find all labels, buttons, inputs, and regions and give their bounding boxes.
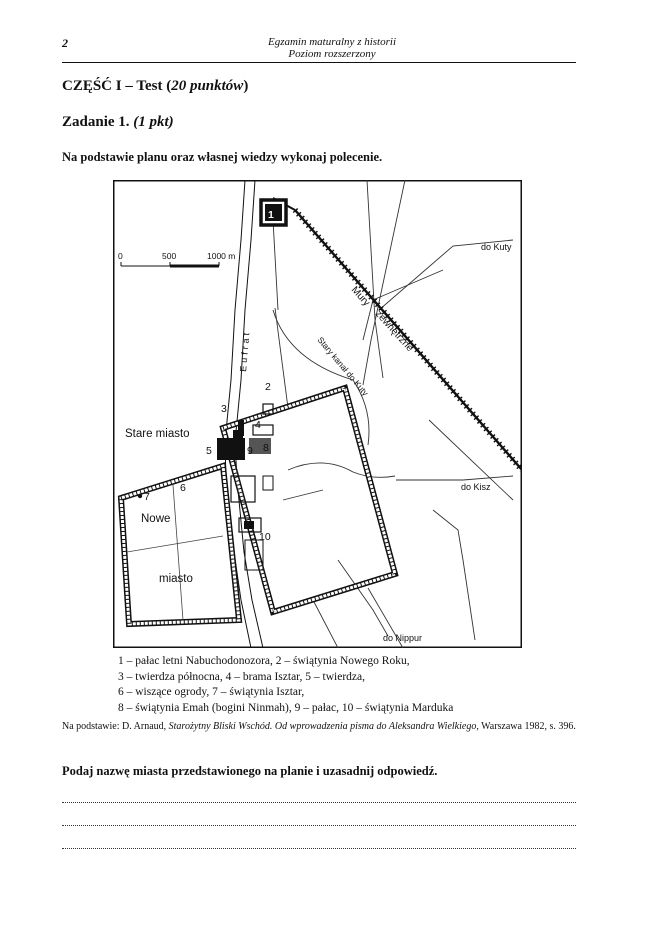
map-number-6: 6 — [180, 482, 186, 494]
outer-walls-label-1: Mury — [348, 284, 372, 309]
old-city-label: Stare miasto — [125, 428, 190, 440]
page-number: 2 — [62, 36, 68, 50]
scale-tick-500: 500 — [162, 251, 177, 261]
source-prefix: Na podstawie: D. Arnaud, — [62, 721, 169, 732]
answer-line-3[interactable] — [62, 848, 576, 849]
river-label: Eufrat — [238, 329, 252, 373]
map-number-5: 5 — [206, 445, 212, 457]
map-number-1: 1 — [268, 209, 274, 221]
map-number-8: 8 — [263, 442, 269, 454]
new-city-label-2: miasto — [159, 573, 193, 585]
answer-line-1[interactable] — [62, 802, 576, 803]
legend-line-1: 1 – pałac letni Nabuchodonozora, 2 – świątynia Nowego Roku, — [118, 655, 410, 667]
task-points: (1 pkt) — [133, 114, 174, 130]
source-title: Starożytny Bliski Wschód. Od wprowadzenia pisma do Aleksandra Wielkiego — [168, 721, 477, 732]
map-number-9: 9 — [247, 445, 253, 457]
part-heading — [62, 78, 248, 95]
task-heading — [62, 114, 174, 131]
task-instruction: Na podstawie planu oraz własnej wiedzy wykonaj polecenie. — [62, 150, 383, 164]
to-nippur-label: do Nippur — [383, 633, 423, 643]
part-heading-close: ) — [243, 78, 249, 94]
new-city-label-1: Nowe — [141, 513, 171, 525]
source-suffix: , Warszawa 1982, s. 396. — [476, 721, 576, 732]
header-divider — [62, 62, 576, 63]
map-number-3: 3 — [221, 403, 227, 415]
city-plan-map — [113, 180, 522, 648]
page-header — [200, 36, 464, 60]
part-heading-text: CZĘŚĆ I – Test ( — [62, 78, 172, 94]
map-number-2: 2 — [265, 381, 271, 393]
source-citation — [62, 720, 576, 733]
outer-walls-label-2: zewnętrzne — [372, 308, 416, 355]
canal-label: Stary kanał do Kuty — [315, 334, 371, 398]
question-text: Podaj nazwę miasta przedstawionego na planie i uzasadnij odpowiedź. — [62, 764, 438, 778]
map-number-4: 4 — [255, 419, 261, 431]
answer-line-2[interactable] — [62, 825, 576, 826]
task-heading-text: Zadanie 1. — [62, 114, 134, 130]
map-number-10: 10 — [259, 531, 271, 543]
legend-line-3: 6 – wiszące ogrody, 7 – świątynia Isztar, — [118, 686, 305, 698]
scale-tick-0: 0 — [118, 251, 123, 261]
legend-line-2: 3 – twierdza północna, 4 – brama Isztar, 5 – twierdza, — [118, 670, 366, 683]
legend-line-4: 8 – świątynia Emah (bogini Ninmah), 9 – pałac, 10 – świątynia Marduka — [118, 701, 454, 714]
exam-level: Poziom rozszerzony — [288, 48, 376, 60]
map-legend — [118, 654, 453, 716]
scale-tick-1000: 1000 m — [207, 251, 236, 261]
map-number-7: 7 — [144, 491, 150, 503]
part-points: 20 punktów — [171, 78, 244, 94]
to-kuty-label: do Kuty — [481, 242, 512, 252]
to-kisz-label: do Kisz — [461, 482, 491, 492]
exam-title: Egzamin maturalny z historii — [267, 36, 397, 48]
ishtar-temple-marker — [138, 494, 142, 498]
